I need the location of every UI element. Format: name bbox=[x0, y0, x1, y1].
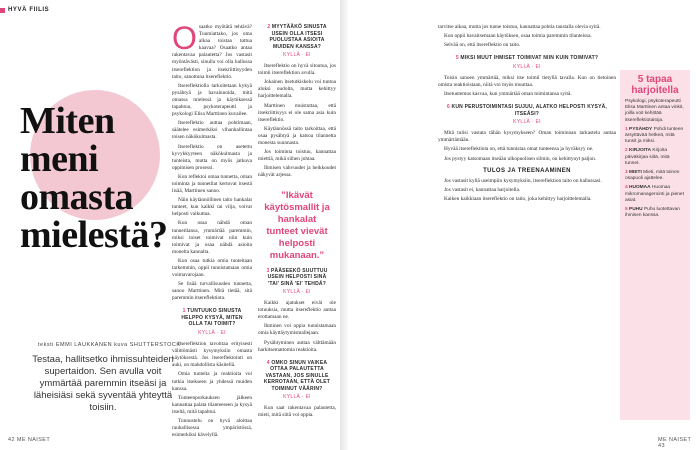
paragraph: Itsereflektio on hyvä sitoutua, jos toimii itsereflektion avulla. bbox=[258, 63, 336, 77]
paragraph: Kun saat rakentavaa palautetta, mieti, mitä siitä voi oppia. bbox=[258, 405, 336, 419]
paragraph: Omia tunteita ja reaktioita voi tutkia itsekseen ja yhdessä muiden kanssa. bbox=[172, 371, 252, 392]
paragraph: Itsetuntemus kasvaa, kun ymmärtää oman toimintansa syitä. bbox=[444, 91, 572, 98]
paragraph: Ihminen voi oppia tunnistamaan omia käyttäytymismallejaan. bbox=[258, 323, 336, 337]
hero-title bbox=[20, 102, 167, 254]
dropcap: O bbox=[172, 20, 197, 56]
hero-title-line: Miten bbox=[20, 100, 115, 142]
column-2 bbox=[258, 24, 336, 434]
quiz-answers[interactable]: KYLLÄ · EI bbox=[283, 394, 311, 401]
section-label: HYVÄ FIILIS bbox=[8, 7, 50, 13]
quiz-question: 5 MIKSI MUUT IHMISET TOIMIVAT NIIN KUIN TOIMIVAT? bbox=[455, 55, 599, 62]
paragraph: tarvitse aikaa, mutta jos tunne toistuu, kannattaa pohtia taustalla olevia syitä. bbox=[438, 24, 601, 30]
paragraph: Tunnustelu on hyvä aloittaa rauhallisessa ympäristössä, esimerkiksi kävelyllä. bbox=[172, 418, 252, 439]
pull-quote: ”Ikävät käytösmallit ja hankalat tunteet vievät helposti mukanaan.” bbox=[264, 189, 330, 261]
quiz-answers[interactable]: KYLLÄ · EI bbox=[198, 329, 226, 336]
paragraph: Mitä tulisi vastata tähän kysymykseen? Oman toiminnan tarkastelu auttaa ymmärtämään. bbox=[438, 130, 616, 144]
credit: teksti EMMI LAUKKANEN kuva SHUTTERSTOCK bbox=[38, 342, 181, 348]
paragraph: Tunteenpurkauksen jälkeen kannattaa palata tilanteeseen ja kysyä itseltä, mitä tapahtui. bbox=[172, 394, 252, 415]
paragraph: Itsereflektiolla tarkoitetaan kykyä pysähtyä ja havainnoida, mitä omassa mielessä ja käytöksessä tapahtuu, psykoterapeutti ja psykologi Elisa Marttinen kuvailee. bbox=[172, 82, 252, 118]
paragraph: Hyvää itsereflektiota on, että tunnistaa omat tunteensa ja hyväksyy ne. bbox=[444, 146, 594, 153]
quiz-question: 3 PÄÄSEEKÖ SUUTTUU USEIN HELPOSTI SINÄ 'TAI' SINÄ 'EI' TEHDÄ? bbox=[266, 267, 328, 287]
sidebar-title: 5 tapaa harjoitella bbox=[631, 74, 679, 96]
paragraph: Jos pystyy katsomaan itseään ulkopuolisen silmin, on kehittynyt paljon. bbox=[444, 155, 597, 162]
paragraph: Itsereflektio on asetettu kyvykkyyteen näkökulmasta ja tunteista, mutta on myös jatkuva oppimisen prosessi. bbox=[172, 143, 252, 171]
quiz-answers[interactable]: KYLLÄ · EI bbox=[513, 63, 541, 70]
quiz-question: 6 KUN PERUSTOIMINTASI SUJUU, ALATKO HELPOSTI KYSYÄ, ITSEÄSI? bbox=[446, 104, 608, 117]
hero-title-line: mielestä? bbox=[20, 214, 168, 256]
tip-item: 3 MIETI Mieti, mitä toinen osapuoli ajattelee. bbox=[625, 170, 680, 182]
paragraph: Itsereflektio auttaa pohtimaan, säätelee esimerkiksi vihanhallintaa toisen näkökulmasta. bbox=[172, 120, 252, 141]
quiz-question: 2 MYYTÄÄKÖ SINUSTA USEIN OLLA ITSESI PUOLUSTAA ASIOITA MUIDEN KANSSA? bbox=[267, 24, 327, 50]
tip-item: 2 KIRJOITA Kirjoita päiväkirjaa siitä, mitä tunnet. bbox=[625, 148, 670, 166]
lead-text: Testaa, hallitsetko ihmissuhteiden supertaidon. Sen avulla voit ymmärtää paremmin itseäsi ja läheisiäsi sekä syventää yhteyttä toisiin. bbox=[32, 354, 174, 413]
paragraph: Kun oppii havaitsemaan käytöksen, osaa toimia paremmin tilanteissa. bbox=[444, 33, 592, 40]
paragraph: Jokainen itsetutkiskelu voi tuntua aluksi oudolta, mutta kehittyy harjoittelemalla. bbox=[258, 79, 336, 100]
paragraph: Kun osaa nähdä oman tunnetilansa, ymmärtää paremmin, miksi toiset toimivat niin kuin toimivat ja osaa nähdä asioita monelta kannalta. bbox=[172, 220, 252, 255]
paragraph: Se lisää turvallisuuden tunnetta, sanoo Marttinen. Mitä tietää, sitä paremmin itsereflektiota. bbox=[172, 281, 252, 302]
sidebar-intro: Psykologi, psykoterapeutti Elisa Marttinen antaa vinkit, joilla voit kehittää itsereflektiotaitoja. bbox=[625, 99, 684, 123]
hero bbox=[10, 60, 170, 360]
paragraph: Toisin sanoen ymmärtää, miksi itse toimii tietyllä tavalla. Kun on tietoinen omista reaktioistaan, niitä voi myös muuttaa. bbox=[438, 74, 616, 88]
quiz-question: 4 OMKO SINUN VAIKEA OTTAA PALAUTETTA VASTAAN, JOS SINULLE KERROTAAN, ETTÄ OLET TOIMINUT VÄÄRIN? bbox=[263, 359, 331, 392]
tips-sidebar bbox=[620, 70, 690, 420]
left-page bbox=[0, 0, 340, 450]
paragraph: Jos vastasit kyllä useimpiin kysymyksiin, itsereflektion taito on hallussasi. bbox=[444, 177, 602, 184]
paragraph: Jos vastasit ei, kannattaa harjoitella. bbox=[444, 186, 521, 193]
paragraph: saatko myötätä tehtävä? Tuumiattako, jos oma alkaa toistaa tuttua kaavaa? Osaatko antaa rakentavaa palautetta? Jos vastasit myöntävästi, sinulla voi olla hallussa itsereflektion ja itsekriittisyyden taito, sanottuna itsereflektio. bbox=[172, 24, 252, 80]
quiz-answers[interactable]: KYLLÄ · EI bbox=[283, 52, 311, 58]
results-heading: TULOS JA TREENAAMINEN bbox=[483, 167, 571, 174]
quiz-question: 1 TUNTUUKO SINUSTA HELPPO KYSYÄ, MITEN OLLA TAI TOIMIT? bbox=[181, 308, 243, 328]
paragraph: Kun osaa tutkia omia tunteitaan tarkemmin, oppii tunnistamaan omia voimavarojaan. bbox=[172, 257, 252, 279]
paragraph: Marttinen muistuttaa, että itsekriittisyys ei ole sama asia kuin itsereflektio. bbox=[258, 102, 336, 123]
paragraph: Kun reflektoi omaa tunnetta, oman toiminta ja tunnetilat kertovat itsestä lisää, Marttinen sanoo. bbox=[172, 173, 252, 195]
paragraph: Ihmisen vahvuudet ja heikkoudet näkyvät arjessa. bbox=[258, 165, 336, 179]
paragraph: Selvää on, että itsereflektio on taito. bbox=[444, 42, 521, 49]
section-marker bbox=[0, 8, 5, 13]
tip-item: 5 PUHU Puhu luotettavan ihmisen kanssa. bbox=[625, 207, 680, 219]
folio-right: ME NAISET 43 bbox=[658, 437, 692, 449]
tip-item: 4 HUOMAA Huomaa mikromanagerointi ja pienet asiat. bbox=[625, 185, 684, 203]
quiz-answers[interactable]: KYLLÄ · EI bbox=[283, 289, 311, 295]
quiz-answers[interactable]: KYLLÄ · EI bbox=[513, 119, 541, 126]
hero-title-line: omasta bbox=[20, 176, 134, 218]
paragraph: Jos toiminta toistuu, kannattaa miettiä, mikä siihen johtaa. bbox=[258, 149, 336, 163]
paragraph: Kaiken kaikkiaan itsereflektio on taito, joka kehittyy harjoittelemalla. bbox=[444, 195, 592, 202]
paragraph: Kaikki ajatukset eivät ole totuuksia, mutta itsereflektio auttaa erottamaan ne. bbox=[258, 300, 336, 321]
hero-title-line: meni bbox=[20, 138, 99, 180]
column-3 bbox=[438, 24, 616, 434]
tip-item: 1 PYSÄHDY Pohdi tunteen ärsyttävää hetkeä, mitä tunsit ja miksi. bbox=[625, 126, 684, 145]
page-gutter bbox=[340, 0, 348, 450]
column-1 bbox=[172, 20, 252, 439]
paragraph: Näin käytännöllinen taito hankalat tunteet, kun kaikki tai vilja, voivat helposti vaikuttaa. bbox=[172, 197, 252, 218]
folio-left: 42 ME NAISET bbox=[8, 437, 51, 443]
paragraph: Itsereflektion tavoittaa erityisesti välittömästi kysymyksiin omasta käytöksestä. Jos itsereflektointi on auki, on mahdollista käsitellä. bbox=[172, 341, 252, 369]
paragraph: Pysähtyminen auttaa välttämään harkitsemattomia reaktioita. bbox=[258, 339, 336, 353]
paragraph: Käytännössä taito tarkoittaa, että osaa pysähtyä ja katsoa tilannetta monesta suunnasta. bbox=[258, 125, 336, 147]
